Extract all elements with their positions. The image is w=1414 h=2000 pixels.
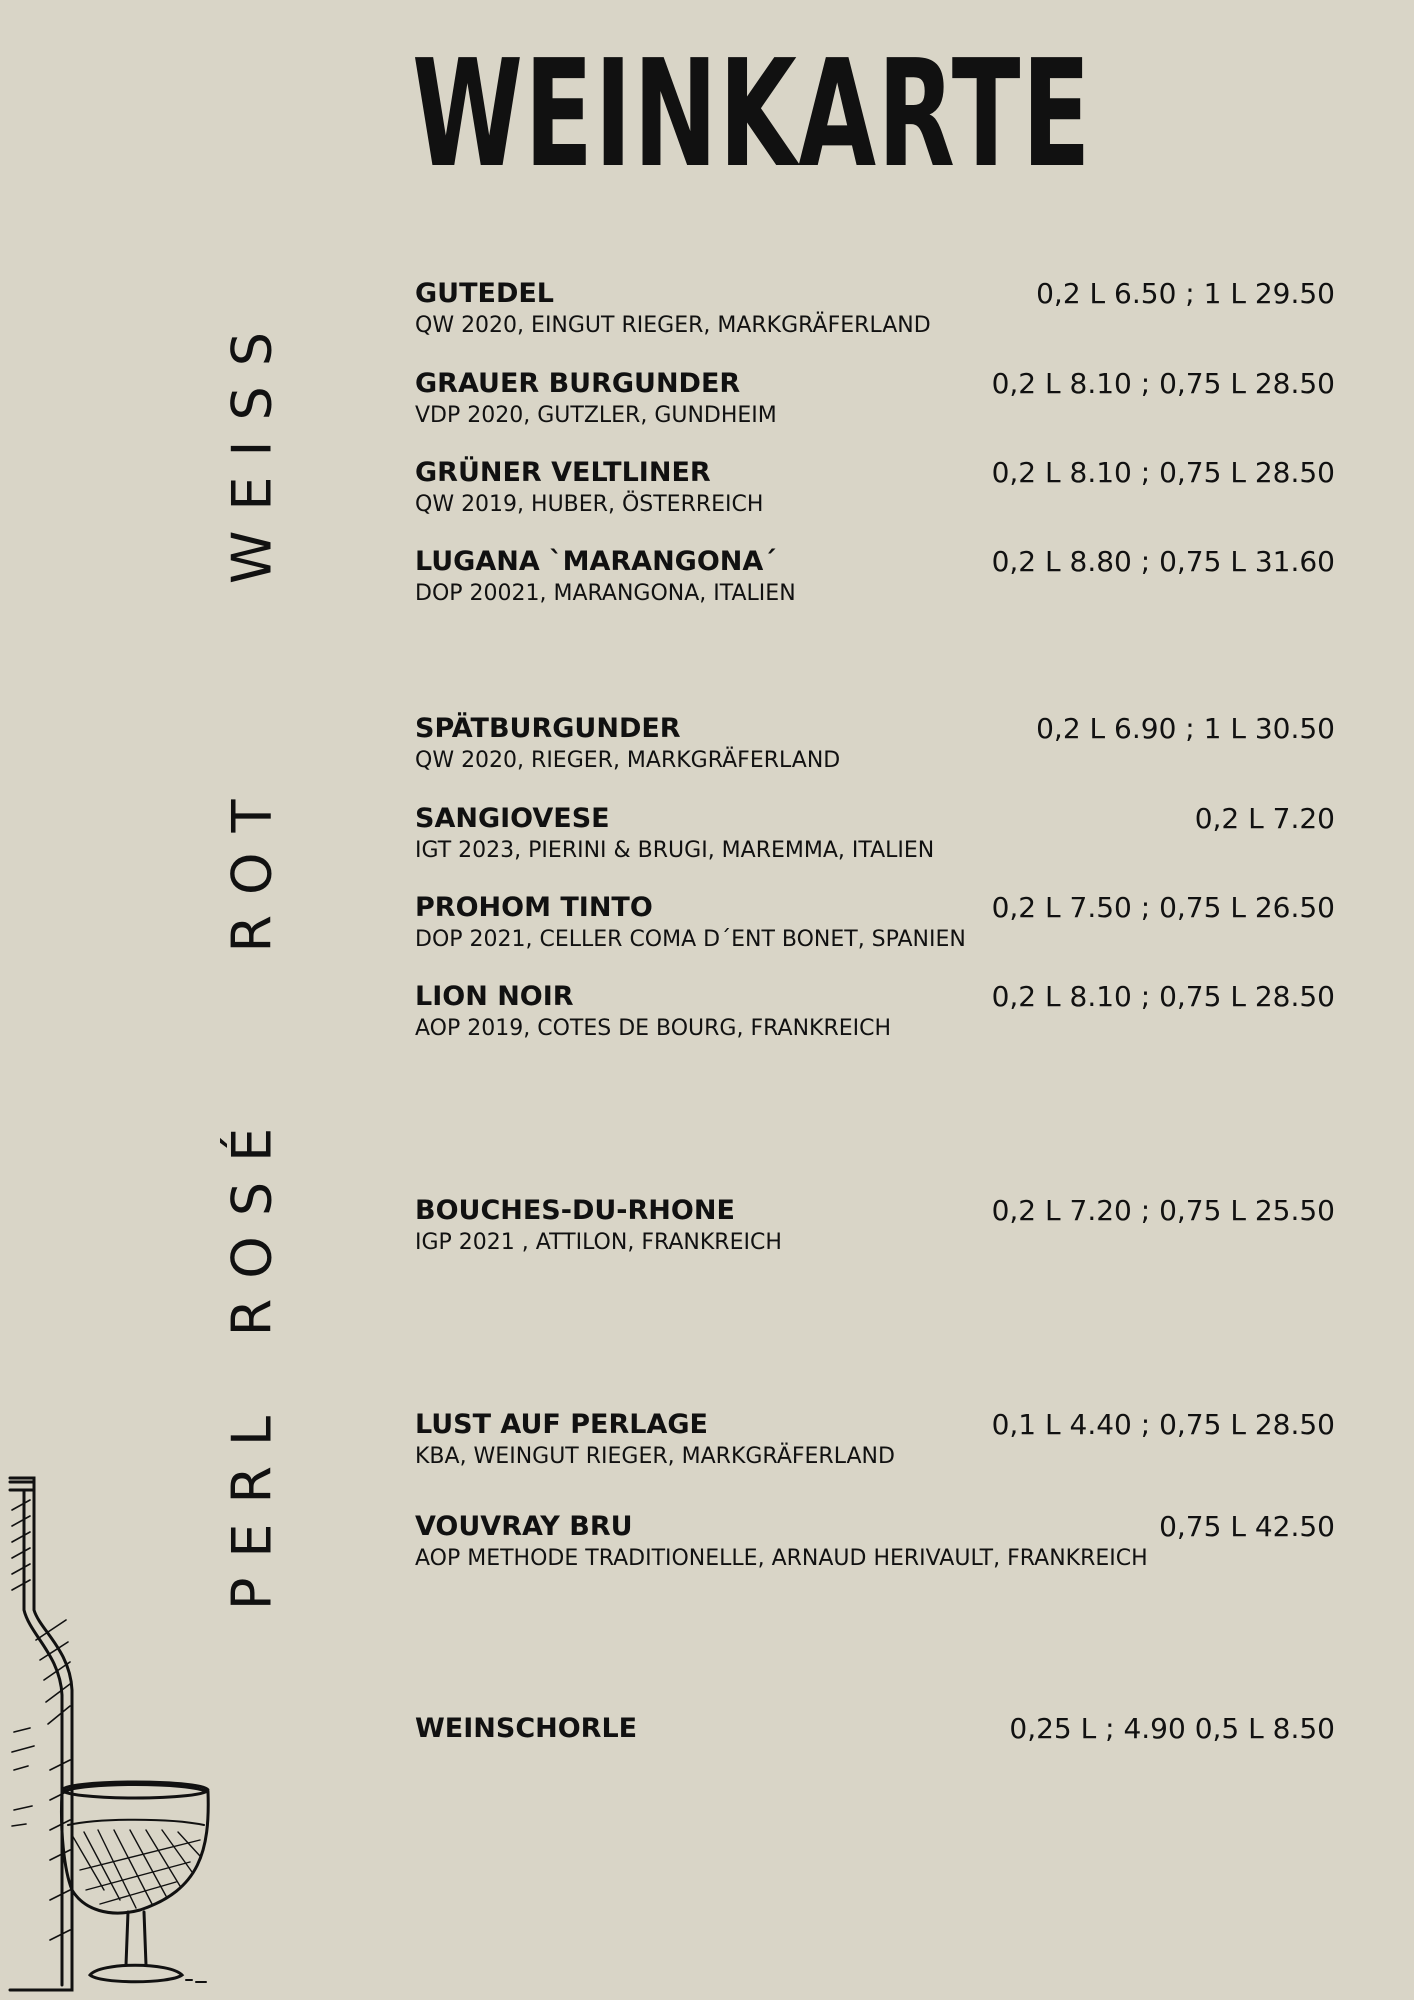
wine-item-lugana (415, 546, 1335, 608)
wine-price: 0,2 L 7.20 ; 0,75 L 25.50 (991, 1194, 1335, 1227)
wine-description: DOP 2021, CELLER COMA D´ENT BONET, SPANIEN (415, 927, 966, 952)
wine-price: 0,1 L 4.40 ; 0,75 L 28.50 (991, 1408, 1335, 1441)
wine-name: VOUVRAY BRU (415, 1511, 633, 1542)
wine-name: SPÄTBURGUNDER (415, 713, 681, 744)
section-label-rot: ROT (220, 779, 284, 953)
page-title: WEINKARTE (412, 28, 1092, 200)
wine-description: IGT 2023, PIERINI & BRUGI, MAREMMA, ITALIEN (415, 838, 935, 863)
section-label-rose: ROSÉ (220, 1107, 284, 1337)
wine-bottle-and-glass-icon (0, 1470, 230, 2000)
wine-description: AOP 2019, COTES DE BOURG, FRANKREICH (415, 1016, 892, 1041)
wine-name: LION NOIR (415, 981, 574, 1012)
wine-name: LUGANA `MARANGONA´ (415, 546, 777, 577)
section-label-perl: PERL (220, 1395, 284, 1611)
wine-description: VDP 2020, GUTZLER, GUNDHEIM (415, 403, 777, 428)
wine-item-weinschorle (415, 1713, 1335, 1745)
wine-name: GRAUER BURGUNDER (415, 368, 741, 399)
wine-item-gruener-veltliner (415, 457, 1335, 519)
wine-name: SANGIOVESE (415, 803, 610, 834)
wine-item-prohom-tinto (415, 892, 1335, 954)
wine-price: 0,25 L ; 4.90 0,5 L 8.50 (1009, 1712, 1335, 1745)
wine-price: 0,2 L 6.90 ; 1 L 30.50 (1036, 712, 1335, 745)
wine-item-sangiovese (415, 803, 1335, 865)
wine-item-vouvray-bru (415, 1511, 1335, 1573)
wine-price: 0,2 L 7.50 ; 0,75 L 26.50 (991, 891, 1335, 924)
wine-description: QW 2020, RIEGER, MARKGRÄFERLAND (415, 748, 841, 773)
wine-price: 0,2 L 8.80 ; 0,75 L 31.60 (991, 545, 1335, 578)
wine-item-bouches-du-rhone (415, 1195, 1335, 1257)
wine-price: 0,2 L 8.10 ; 0,75 L 28.50 (991, 456, 1335, 489)
wine-item-lion-noir (415, 981, 1335, 1043)
wine-price: 0,2 L 7.20 (1194, 802, 1335, 835)
wine-name: GUTEDEL (415, 278, 555, 309)
wine-item-spaetburgunder (415, 713, 1335, 775)
wine-description: KBA, WEINGUT RIEGER, MARKGRÄFERLAND (415, 1444, 895, 1469)
wine-price: 0,75 L 42.50 (1159, 1510, 1335, 1543)
wine-description: IGP 2021 , ATTILON, FRANKREICH (415, 1230, 782, 1255)
wine-name: WEINSCHORLE (415, 1713, 638, 1744)
wine-name: PROHOM TINTO (415, 892, 653, 923)
wine-item-lust-auf-perlage (415, 1409, 1335, 1471)
wine-description: AOP METHODE TRADITIONELLE, ARNAUD HERIVAULT, FRANKREICH (415, 1546, 1148, 1571)
wine-name: LUST AUF PERLAGE (415, 1409, 708, 1440)
section-label-weiss: WEISS (220, 312, 284, 584)
wine-description: QW 2019, HUBER, ÖSTERREICH (415, 492, 764, 517)
wine-item-gutedel (415, 278, 1335, 340)
wine-description: DOP 20021, MARANGONA, ITALIEN (415, 581, 796, 606)
wine-price: 0,2 L 8.10 ; 0,75 L 28.50 (991, 980, 1335, 1013)
wine-item-grauer-burgunder (415, 368, 1335, 430)
wine-price: 0,2 L 6.50 ; 1 L 29.50 (1036, 277, 1335, 310)
wine-description: QW 2020, EINGUT RIEGER, MARKGRÄFERLAND (415, 313, 931, 338)
wine-name: GRÜNER VELTLINER (415, 457, 711, 488)
wine-price: 0,2 L 8.10 ; 0,75 L 28.50 (991, 367, 1335, 400)
wine-name: BOUCHES-DU-RHONE (415, 1195, 735, 1226)
